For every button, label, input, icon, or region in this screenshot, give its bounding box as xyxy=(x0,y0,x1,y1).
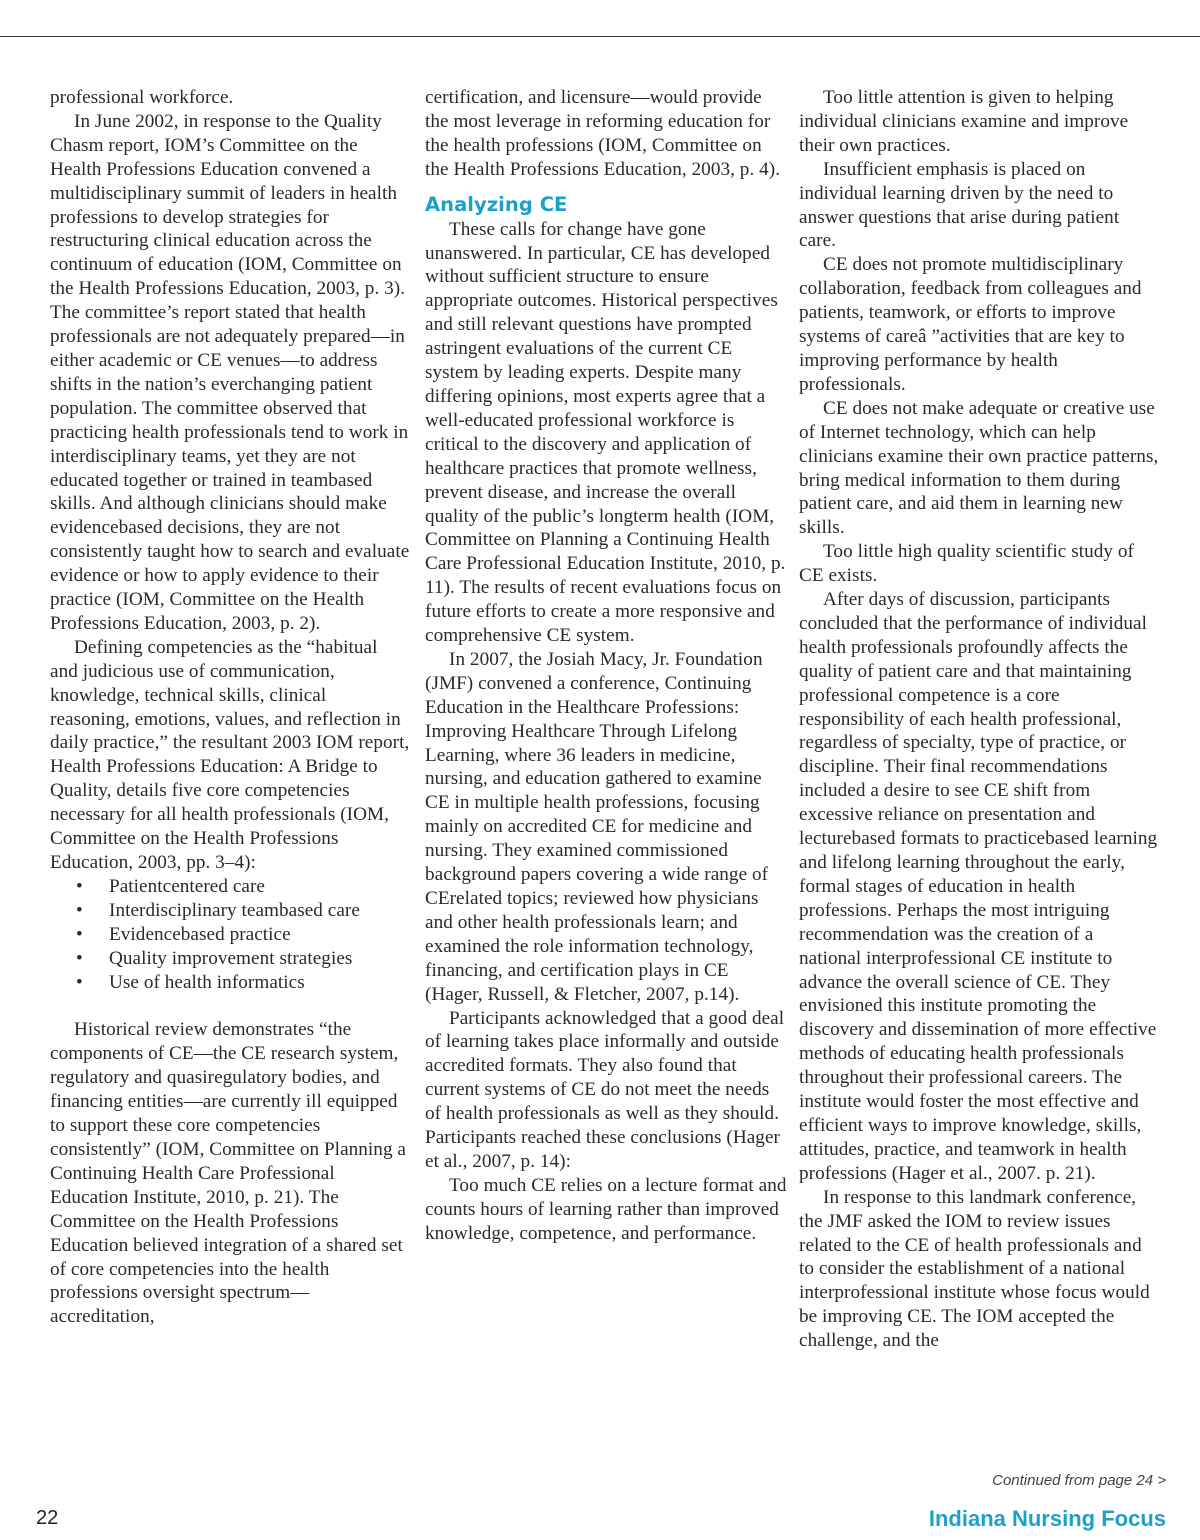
list-item: • Patientcentered care xyxy=(50,875,410,899)
continued-note: Continued from page 24 > xyxy=(992,1472,1166,1489)
paragraph: Too little high quality scientific study of CE exists. xyxy=(799,541,1134,587)
article-column-1 xyxy=(50,86,410,1329)
paragraph: These calls for change have gone unanswered. In particular, CE has developed without sufficient structure to ensure appropriate outcomes. Historical perspectives and still relevant questions have prompted astringent evaluations of the current CE system by leading experts. Despite many differing opinions, most experts agree that a well-educated professional workforce is critical to the discovery and application of healthcare practices that promote wellness, prevent disease, and increase the overall quality of the public’s longterm health (IOM, Committee on Planning a Continuing Health Care Professional Education Institute, 2010, p. 11). The results of recent evaluations focus on future efforts to create a more responsive and comprehensive CE system. xyxy=(425,218,786,647)
paragraph: Too much CE relies on a lecture format and counts hours of learning rather than improved knowledge, competence, and performance. xyxy=(425,1174,787,1244)
paragraph: Too little attention is given to helping individual clinicians examine and improve their own practices. xyxy=(799,87,1129,156)
paragraph: After days of discussion, participants concluded that the performance of individual health professionals profoundly affects the quality of patient care and that maintaining professional competence is a core responsibility of each health professional, regardless of specialty, type of practice, or discipline. Their final recommendations included a desire to see CE shift from excessive reliance on presentation and lecturebased formats to practicebased learning and lifelong learning throughout the early, formal stages of education in health professions. Perhaps the most intriguing recommendation was the creation of a national interprofessional CE institute to advance the overall science of CE. They envisioned this institute promoting the discovery and dissemination of more effective methods of educating health professionals throughout their professional careers. The institute would foster the most effective and efficient ways to improve knowledge, skills, attitudes, practice, and teamwork in health professions (Hager et al., 2007. p. 21). xyxy=(799,589,1158,1184)
paragraph: In response to this landmark conference, the JMF asked the IOM to review issues related to the CE of health professionals and to consider the establishment of a national interprofessional institute whose focus would be improving CE. The IOM accepted the challenge, and the xyxy=(799,1186,1150,1352)
paragraph: professional workforce. xyxy=(50,87,234,108)
section-heading: Analyzing CE xyxy=(425,192,568,216)
page-number: 22 xyxy=(36,1507,59,1529)
paragraph: CE does not promote multidisciplinary collaboration, feedback from colleagues and patients, teamwork, or efforts to improve systems of careâ ”activities that are key to improving performance by health professionals. xyxy=(799,254,1142,395)
paragraph: Historical review demonstrates “the components of CE—the CE research system, regulatory and quasiregulatory bodies, and financing entities—are currently ill equipped to support these core competencies consistently” (IOM, Committee on Planning a Continuing Health Care Professional Education Institute, 2010, p. 21). The Committee on the Health Professions Education believed integration of a shared set of core competencies into the health professions oversight spectrum—accreditation, xyxy=(50,1019,407,1328)
paragraph: Insufficient emphasis is placed on individual learning driven by the need to answer questions that arise during patient care. xyxy=(799,158,1120,252)
paragraph: In 2007, the Josiah Macy, Jr. Foundation (JMF) convened a conference, Continuing Education in the Healthcare Professions: Improving Healthcare Through Lifelong Learning, where 36 leaders in medicine, nursing, and education gathered to examine CE in multiple health professions, focusing mainly on accredited CE for medicine and nursing. They examined commissioned background papers covering a wide range of CErelated topics; reviewed how physicians and other health professionals learn; and examined the role information technology, financing, and certification plays in CE (Hager, Russell, & Fletcher, 2007, p.14). xyxy=(425,648,769,1005)
publication-title: Indiana Nursing Focus xyxy=(928,1506,1166,1531)
paragraph: In June 2002, in response to the Quality Chasm report, IOM’s Committee on the Health Professions Education convened a multidisciplinary summit of leaders in health professions to develop strategies for restructuring clinical education across the continuum of education (IOM, Committee on the Health Professions Education, 2003, p. 3). The committee’s report stated that health professionals are not adequately prepared—in either academic or CE venues—to address shifts in the nation’s everchanging patient population. The committee observed that practicing health professionals tend to work in interdisciplinary teams, yet they are not educated together or trained in teambased skills. And although clinicians should make evidencebased decisions, they are not consistently taught how to search and evaluate evidence or how to apply evidence to their practice (IOM, Committee on the Health Professions Education, 2003, p. 2). xyxy=(50,110,410,634)
list-item: • Evidencebased practice xyxy=(50,923,410,947)
list-item: • Interdisciplinary teambased care xyxy=(50,899,410,923)
list-item: • Use of health informatics xyxy=(50,971,410,995)
paragraph: certification, and licensure—would provide the most leverage in reforming education for the health professions (IOM, Committee on the Health Professions Education, 2003, p. 4). xyxy=(425,87,781,180)
header-rule xyxy=(0,36,1200,37)
list-item: • Quality improvement strategies xyxy=(50,947,410,971)
core-competencies-list xyxy=(50,875,410,995)
article-column-3 xyxy=(799,86,1159,1353)
paragraph: Participants acknowledged that a good deal of learning takes place informally and outside accredited formats. They also found that current systems of CE do not meet the needs of health professionals as well as they should. Participants reached these conclusions (Hager et al., 2007, p. 14): xyxy=(425,1007,785,1172)
article-column-2 xyxy=(425,86,787,1246)
paragraph: CE does not make adequate or creative use of Internet technology, which can help clinicians examine their own practice patterns, bring medical information to them during patient care, and aid them in learning new skills. xyxy=(799,397,1159,539)
paragraph: Defining competencies as the “habitual and judicious use of communication, knowledge, technical skills, clinical reasoning, emotions, values, and reflection in daily practice,” the resultant 2003 IOM report, Health Professions Education: A Bridge to Quality, details five core competencies necessary for all health professionals (IOM, Committee on the Health Professions Education, 2003, pp. 3–4): xyxy=(50,636,410,873)
